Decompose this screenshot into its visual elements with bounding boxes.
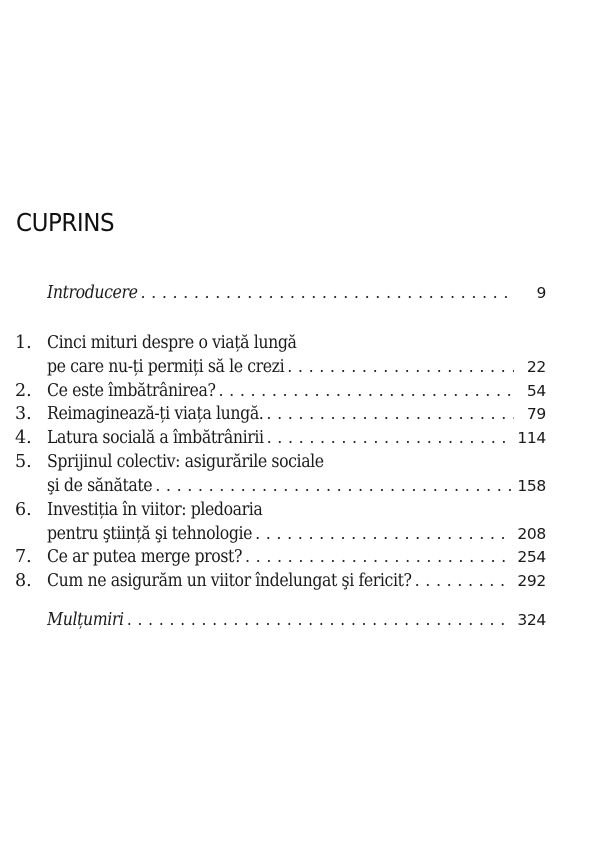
- chapter-number: 3.: [15, 404, 32, 424]
- toc-entry-chapter-7[interactable]: [15, 545, 546, 569]
- toc-entry-chapter-5-continued[interactable]: [15, 474, 546, 498]
- toc-entry-chapter-1[interactable]: [15, 331, 546, 355]
- toc-entry-title: Sprijinul colectiv: asigurările sociale: [47, 452, 324, 472]
- toc-page-number: 22: [526, 358, 546, 376]
- toc-entry-chapter-2[interactable]: [15, 379, 546, 403]
- toc-entry-line: [47, 402, 546, 426]
- chapter-number: 6.: [15, 500, 32, 520]
- toc-entry-chapter-1-continued[interactable]: [15, 355, 546, 379]
- toc-entry-title: Cum ne asigurăm un viitor îndelungat şi fericit?: [47, 571, 412, 591]
- toc-entry-title: Cinci mituri despre o viață lungă: [47, 333, 297, 353]
- dot-leader: [127, 608, 512, 632]
- toc-entry-chapter-6-continued[interactable]: [15, 522, 546, 546]
- toc-entry-chapter-3[interactable]: [15, 402, 546, 426]
- toc-page-number: 208: [517, 525, 546, 543]
- toc-entry-title: Investiția în viitor: pledoaria: [47, 500, 263, 520]
- toc-page-number: 292: [517, 572, 546, 590]
- toc-entry-chapter-8[interactable]: [15, 569, 546, 593]
- dot-leader: [287, 355, 514, 379]
- toc-entry-title: Introducere: [47, 283, 138, 303]
- chapter-number: 4.: [15, 428, 32, 448]
- toc-entry-line: [47, 355, 546, 379]
- toc-entry-title: Reimaginează-ți viața lungă.: [47, 404, 264, 424]
- toc-entry-title: pentru ştiință şi tehnologie: [47, 524, 253, 544]
- dot-leader: [155, 474, 511, 498]
- chapter-number: 1.: [15, 333, 32, 353]
- toc-page-number: 114: [517, 429, 546, 447]
- toc-entry-acknowledgements[interactable]: [15, 608, 546, 632]
- chapter-number: 7.: [15, 547, 32, 567]
- toc-entry-title: Latura socială a îmbătrânirii: [47, 428, 264, 448]
- chapter-number: 8.: [15, 571, 32, 591]
- chapter-number: 2.: [15, 381, 32, 401]
- toc-page-number: 158: [517, 477, 546, 495]
- toc-entry-line: [47, 379, 546, 403]
- dot-leader: [415, 569, 512, 593]
- toc-entry-line: [47, 281, 546, 305]
- toc-entry-chapter-6[interactable]: [15, 498, 546, 522]
- toc-entry-title: Mulțumiri: [47, 610, 124, 630]
- chapter-number: 5.: [15, 452, 32, 472]
- toc-page-number: 324: [517, 611, 546, 629]
- page-title: CUPRINS: [16, 208, 115, 237]
- toc-page-number: 9: [536, 284, 546, 302]
- dot-leader: [255, 522, 511, 546]
- toc-entry-chapter-4[interactable]: [15, 426, 546, 450]
- dot-leader: [267, 426, 512, 450]
- toc-page-number: 254: [517, 548, 546, 566]
- toc-entry-chapter-5[interactable]: [15, 450, 546, 474]
- dot-leader: [218, 379, 514, 403]
- toc-page-number: 54: [526, 382, 546, 400]
- toc-entry-line: [47, 608, 546, 632]
- toc-entry-line: [47, 426, 546, 450]
- toc-entry-line: [47, 474, 546, 498]
- toc-entry-line: [47, 522, 546, 546]
- toc-entry-line: [47, 545, 546, 569]
- toc-entry-introduction[interactable]: [15, 281, 546, 305]
- toc-page-number: 79: [526, 405, 546, 423]
- dot-leader: [266, 402, 514, 426]
- dot-leader: [245, 545, 511, 569]
- toc-entry-line: [47, 569, 546, 593]
- toc-entry-title: Ce este îmbătrânirea?: [47, 381, 216, 401]
- dot-leader: [140, 281, 514, 305]
- toc-entry-title: pe care nu-ți permiți să le crezi: [47, 357, 285, 377]
- toc-entry-title: şi de sănătate: [47, 476, 153, 496]
- toc-entry-title: Ce ar putea merge prost?: [47, 547, 242, 567]
